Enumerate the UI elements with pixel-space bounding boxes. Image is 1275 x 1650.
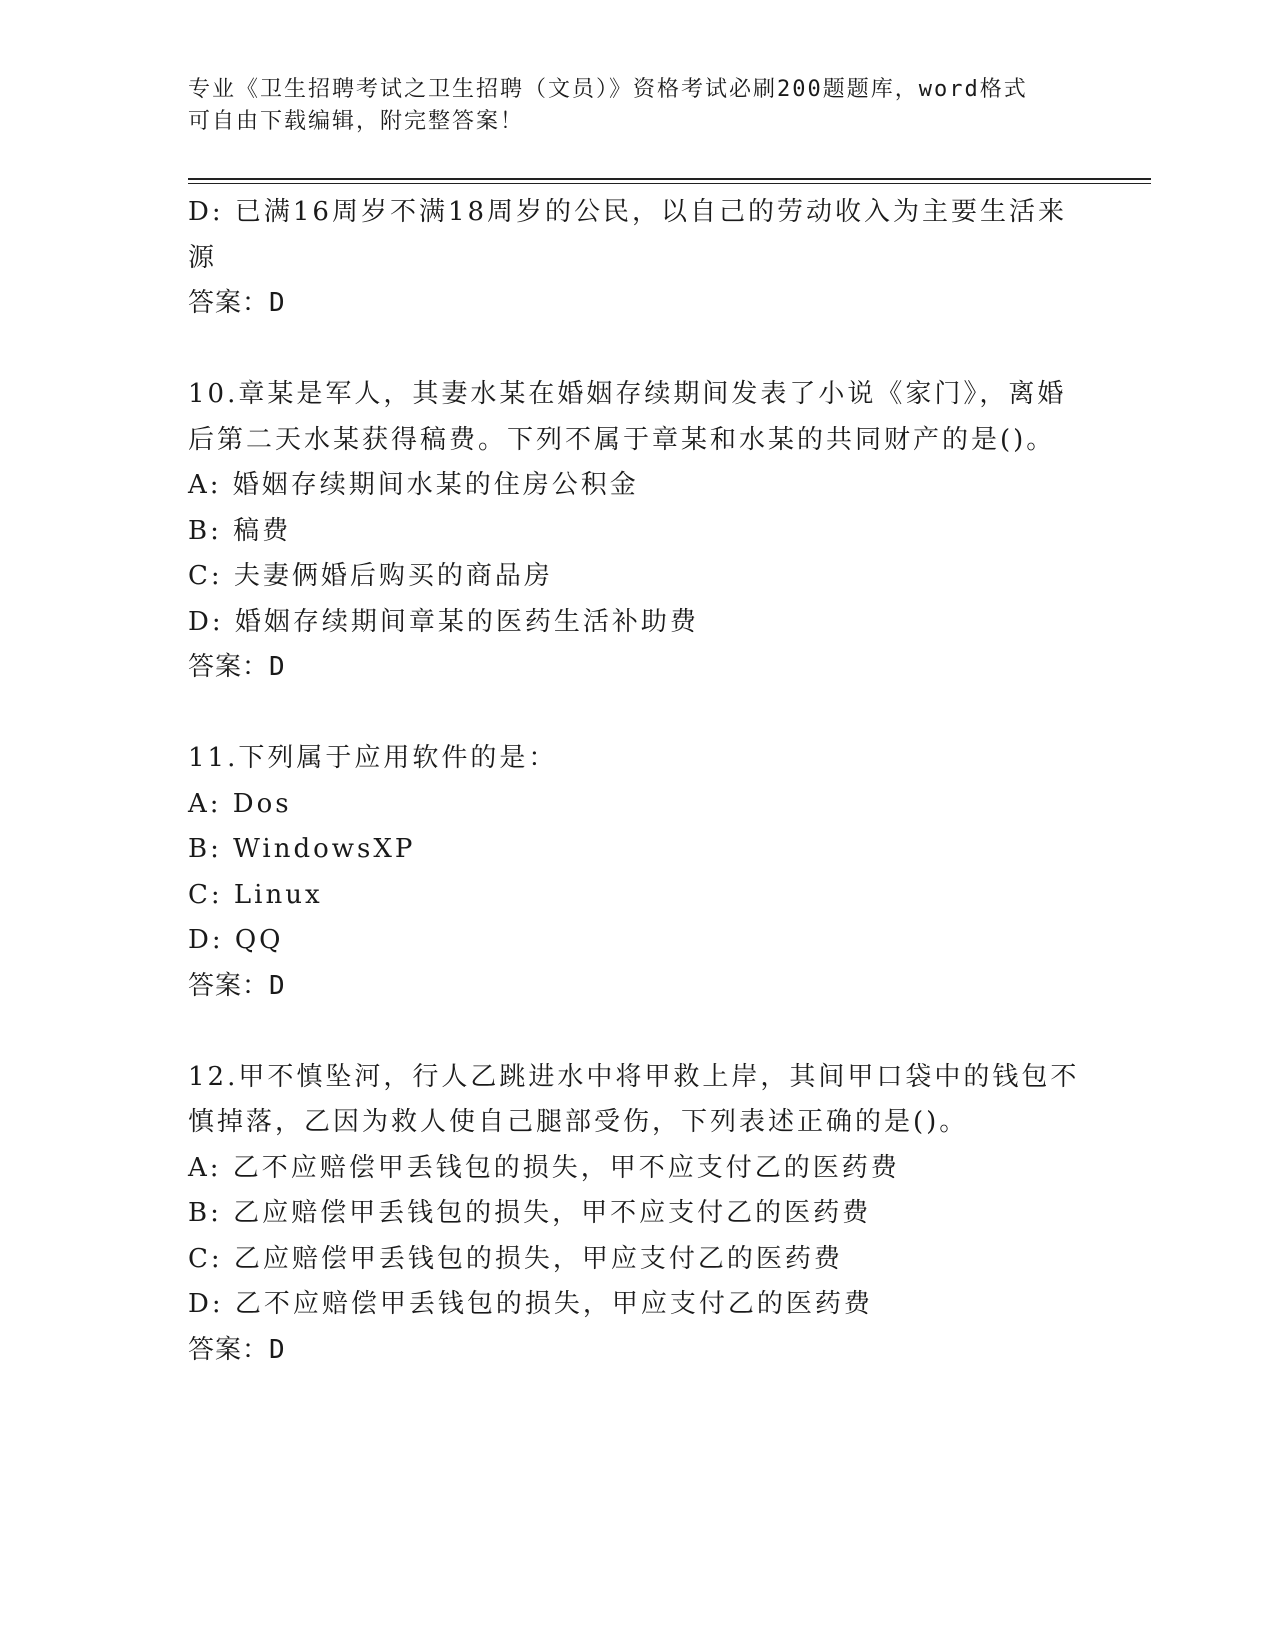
question-stem-line-2: 后第二天水某获得稿费。下列不属于章某和水某的共同财产的是()。 <box>188 424 1056 455</box>
question-stem-line-1: 10.章某是军人，其妻水某在婚姻存续期间发表了小说《家门》，离婚 <box>188 379 1067 409</box>
option-d: D: QQ <box>188 925 284 955</box>
option-b: B: 乙应赔偿甲丢钱包的损失，甲不应支付乙的医药费 <box>188 1198 872 1228</box>
document-body <box>188 190 1088 1373</box>
option-d-line-2: 源 <box>188 242 218 273</box>
option-b: B: WindowsXP <box>188 834 416 864</box>
answer-label: 答案：D <box>188 970 286 1001</box>
header-rule-top <box>188 178 1151 180</box>
answer-label: 答案：D <box>188 1334 286 1365</box>
question-stem-line-2: 慎掉落，乙因为救人使自己腿部受伤，下列表述正确的是()。 <box>188 1107 969 1137</box>
option-d: D: 婚姻存续期间章某的医药生活补助费 <box>188 606 699 637</box>
spacer <box>188 1009 1088 1055</box>
answer-label: 答案：D <box>188 288 286 318</box>
option-a: A: Dos <box>188 788 292 819</box>
question-9-continuation <box>188 190 1088 327</box>
option-a: A: 婚姻存续期间水某的住房公积金 <box>188 470 639 500</box>
document-header <box>188 74 1088 138</box>
question-stem-line-1: 11.下列属于应用软件的是： <box>188 743 558 773</box>
option-c: C: 乙应赔偿甲丢钱包的损失，甲应支付乙的医药费 <box>188 1243 843 1274</box>
option-c: C: 夫妻俩婚后购买的商品房 <box>188 561 553 591</box>
option-c: C: Linux <box>188 879 323 910</box>
spacer <box>188 691 1088 737</box>
option-d-line-1: D: 已满16周岁不满18周岁的公民，以自己的劳动收入为主要生活来 <box>188 197 1068 227</box>
spacer <box>188 327 1088 373</box>
question-10 <box>188 372 1088 691</box>
question-11 <box>188 736 1088 1009</box>
option-d: D: 乙不应赔偿甲丢钱包的损失，甲应支付乙的医药费 <box>188 1289 873 1319</box>
header-rule-bottom <box>188 183 1151 184</box>
header-line-2: 可自由下载编辑，附完整答案！ <box>188 109 525 134</box>
header-line-1: 专业《卫生招聘考试之卫生招聘（文员）》资格考试必刷200题题库，word格式 <box>188 77 1028 102</box>
option-a: A: 乙不应赔偿甲丢钱包的损失，甲不应支付乙的医药费 <box>188 1152 900 1183</box>
option-b: B: 稿费 <box>188 515 292 546</box>
answer-label: 答案：D <box>188 652 286 682</box>
question-stem-line-1: 12.甲不慎坠河，行人乙跳进水中将甲救上岸，其间甲口袋中的钱包不 <box>188 1061 1080 1092</box>
question-12 <box>188 1055 1088 1374</box>
